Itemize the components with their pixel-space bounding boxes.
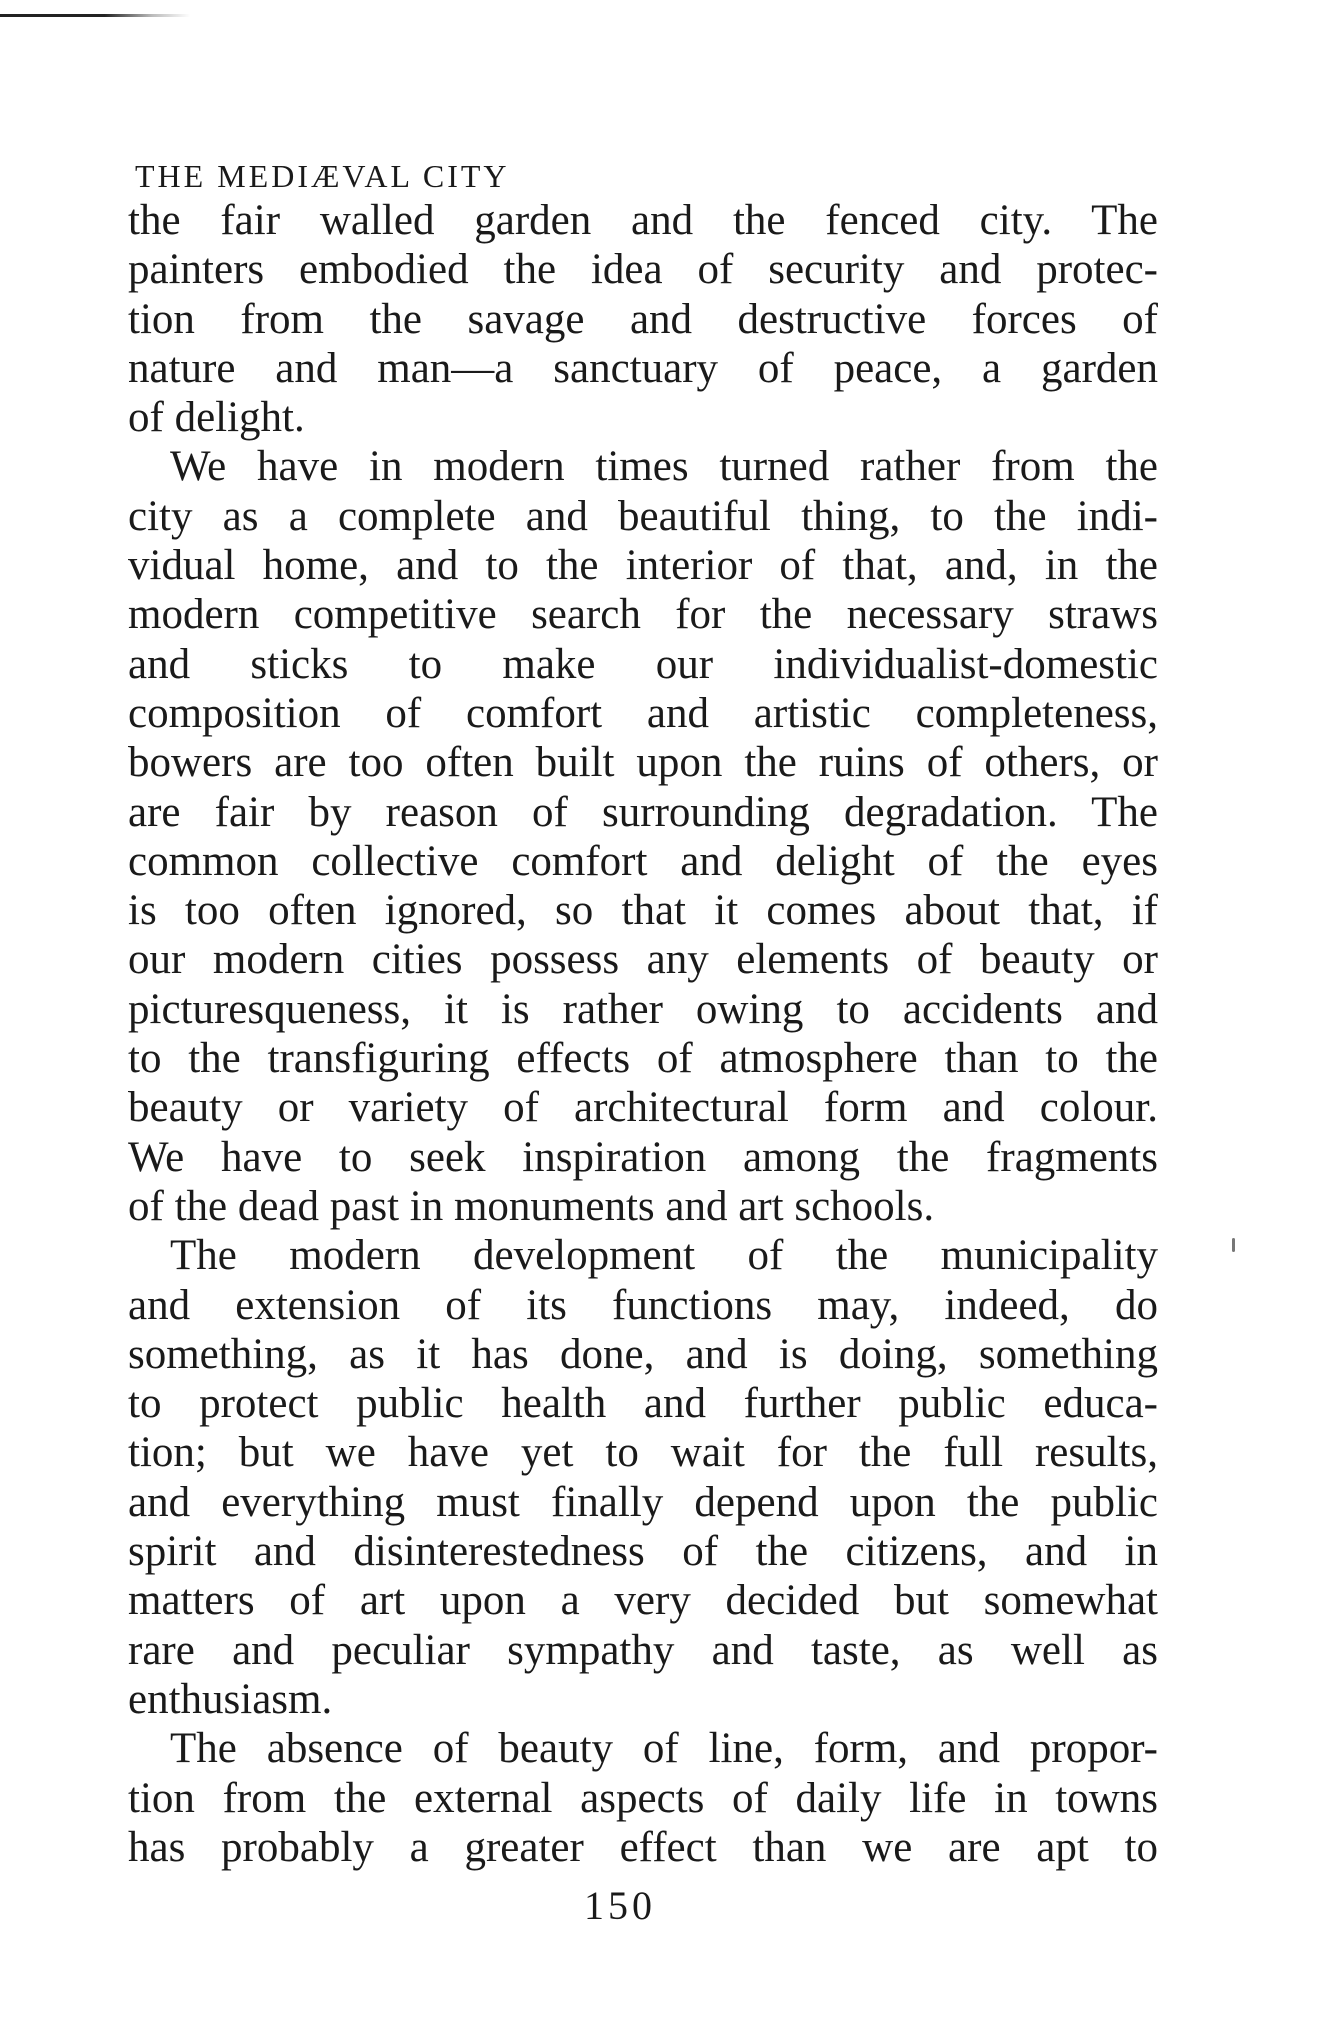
- text-line: beauty or variety of architectural form and colour.: [128, 1084, 1158, 1132]
- text-line: to the transfiguring effects of atmosphere than to the: [128, 1035, 1158, 1083]
- margin-mark: [1232, 1238, 1235, 1252]
- text-line: matters of art upon a very decided but somewhat: [128, 1577, 1158, 1625]
- text-line: bowers are too often built upon the ruins of others, or: [128, 739, 1158, 787]
- text-line: painters embodied the idea of security and protec-: [128, 246, 1158, 294]
- text-line: something, as it has done, and is doing, something: [128, 1330, 1158, 1378]
- text-line: common collective comfort and delight of the eyes: [128, 837, 1158, 885]
- text-line: to protect public health and further public educa-: [128, 1380, 1158, 1428]
- corner-rule: [0, 14, 190, 17]
- body-text: [128, 196, 1158, 1872]
- text-line: composition of comfort and artistic completeness,: [128, 689, 1158, 737]
- text-line: tion from the external aspects of daily life in towns: [128, 1774, 1158, 1822]
- text-line: picturesqueness, it is rather owing to accidents and: [128, 985, 1158, 1033]
- text-line: tion; but we have yet to wait for the full results,: [128, 1429, 1158, 1477]
- text-line: tion from the savage and destructive forces of: [128, 295, 1158, 343]
- text-line: The absence of beauty of line, form, and propor-: [170, 1725, 1158, 1773]
- text-line: of the dead past in monuments and art schools.: [128, 1182, 935, 1230]
- text-line: is too often ignored, so that it comes about that, if: [128, 887, 1158, 935]
- text-line: The modern development of the municipality: [170, 1232, 1158, 1280]
- text-line: enthusiasm.: [128, 1675, 333, 1723]
- text-line: has probably a greater effect than we are apt to: [128, 1823, 1158, 1871]
- text-line: nature and man—a sanctuary of peace, a garden: [128, 344, 1158, 392]
- text-line: and everything must finally depend upon the public: [128, 1478, 1158, 1526]
- running-head: THE MEDIÆVAL CITY: [135, 158, 510, 194]
- text-line: the fair walled garden and the fenced city. The: [128, 197, 1158, 244]
- text-line: are fair by reason of surrounding degradation. The: [128, 788, 1158, 836]
- text-line: modern competitive search for the necessary straws: [128, 591, 1158, 639]
- text-line: our modern cities possess any elements of beauty or: [128, 936, 1158, 984]
- text-line: city as a complete and beautiful thing, to the indi-: [128, 492, 1158, 540]
- text-line: We have in modern times turned rather from the: [170, 443, 1158, 491]
- text-line: of delight.: [128, 394, 305, 442]
- text-line: spirit and disinterestedness of the citizens, and in: [128, 1528, 1158, 1576]
- page-number: 150: [584, 1883, 656, 1928]
- text-line: and sticks to make our individualist-domestic: [128, 640, 1158, 688]
- text-line: rare and peculiar sympathy and taste, as well as: [128, 1626, 1158, 1674]
- text-line: vidual home, and to the interior of that, and, in the: [128, 542, 1158, 590]
- text-line: and extension of its functions may, indeed, do: [128, 1281, 1158, 1329]
- text-line: We have to seek inspiration among the fragments: [128, 1133, 1158, 1181]
